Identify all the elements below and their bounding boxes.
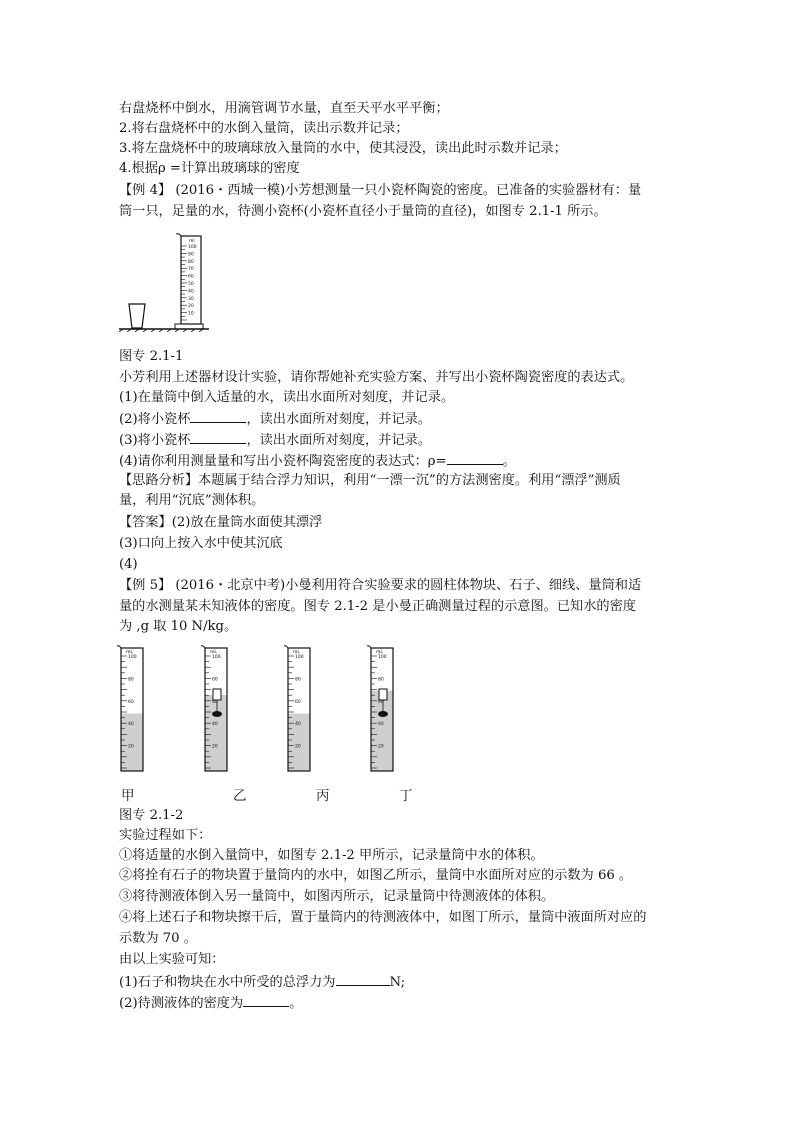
answer-cont: (3)口向上按入水中使其沉底 [119, 536, 283, 551]
answer-blank[interactable] [243, 992, 289, 1007]
tick-label: 90 [188, 252, 194, 258]
cylinder-spout [201, 646, 205, 648]
cylinder-spout [117, 646, 121, 648]
tick-label: 40 [212, 722, 218, 728]
tick-label: 20 [128, 744, 134, 750]
cylinder-ding [367, 646, 393, 771]
tick-label: 40 [378, 722, 384, 728]
text-line: 量的水测量某未知液体的密度。图专 2.1-2 是小曼正确测量过程的示意图。已知水的密度 [119, 599, 636, 614]
cylinder-jia [117, 646, 143, 771]
tick-label: 80 [188, 259, 194, 265]
cylindrical-block [379, 689, 387, 700]
conclusion-2-prefix: (2)待测液体的密度为 [119, 996, 244, 1011]
question-intro: 小芳利用上述器材设计实验，请你帮她补充实验方案、并写出小瓷杯陶瓷密度的表达式。 [119, 370, 634, 385]
tick-label: 80 [378, 677, 384, 683]
tick-label: 80 [128, 677, 134, 683]
cylinder-bing [284, 646, 310, 771]
tick-label: 40 [295, 722, 301, 728]
text-line: 4.根据ρ =计算出玻璃球的密度 [119, 161, 300, 176]
porcelain-cup [129, 304, 145, 328]
tick-label: 60 [378, 699, 384, 705]
cylinder-unit-label: mL [376, 650, 383, 655]
tick-label: 100 [188, 245, 197, 250]
text-line: 为 ,g 取 10 N/kg。 [119, 619, 238, 634]
tick-label: 20 [188, 304, 194, 310]
cylinder-spout [367, 646, 371, 648]
figure-2-1-2 [0, 644, 794, 779]
answer-cont: (4) [119, 557, 138, 572]
procedure-4-cont: 示数为 70 。 [119, 931, 197, 946]
conclusion-1-prefix: (1)石子和物块在水中所受的总浮力为 [119, 975, 336, 990]
step-2 [119, 408, 431, 430]
step-3-prefix: (3)将小瓷杯 [119, 433, 191, 448]
answer-blank[interactable] [190, 429, 246, 444]
step-4 [119, 450, 516, 472]
step-2-prefix: (2)将小瓷杯 [119, 412, 191, 427]
tick-label: 10 [188, 311, 194, 317]
tick-label: 100 [212, 655, 221, 660]
conclusion-2-suffix: 。 [289, 996, 303, 1011]
step-3-suffix: ，读出水面所对刻度，并记录。 [246, 433, 432, 448]
tick-label: 60 [212, 699, 218, 705]
tick-label: 60 [128, 699, 134, 705]
text-line: 3.将左盘烧杯中的玻璃球放入量筒的水中，使其浸没，读出此时示数并记录； [119, 141, 567, 156]
procedure-3: ③将待测液体倒入另一量筒中，如图丙所示，记录量筒中待测液体的体积。 [119, 889, 555, 904]
example-5-heading: 【例 5】 (2016・北京中考)小曼利用符合实验要求的圆柱体物块、石子、细线、量筒和适 [119, 578, 642, 593]
step-4-prefix: (4)请你利用测量量和写出小瓷杯陶瓷密度的表达式：ρ= [119, 454, 447, 469]
label-jia: 甲 [121, 788, 135, 804]
conclusion-2 [119, 992, 302, 1014]
stone [212, 711, 222, 717]
tick-label: 80 [295, 677, 301, 683]
tick-label: 30 [188, 296, 194, 302]
tick-label: 40 [188, 289, 194, 295]
label-ding: 丁 [399, 788, 413, 804]
cylinder-unit-label: ml [189, 239, 195, 244]
analysis-cont: 量，利用“沉底”测体积。 [119, 493, 265, 508]
conclusion-1-suffix: N; [389, 975, 406, 990]
cylinder-spout [284, 646, 288, 648]
step-4-suffix: 。 [502, 454, 516, 469]
answer-blank[interactable] [190, 408, 246, 423]
text-line: 2.将右盘烧杯中的水倒入量筒，读出示数并记录； [119, 121, 409, 136]
cylinder-unit-label: mL [293, 650, 300, 655]
tick-label: 40 [128, 722, 134, 728]
text-line: 右盘烧杯中倒水，用滴管调节水量，直至天平水平平衡； [119, 101, 449, 116]
cylinder-tick-labels [188, 244, 197, 317]
cylinder-yi [201, 646, 227, 771]
cylinder-unit-label: mL [210, 650, 217, 655]
procedure-4: ④将上述石子和物块擦干后，置于量筒内的待测液体中，如图丁所示，量筒中液面所对应的 [119, 910, 647, 925]
tick-label: 70 [188, 267, 194, 273]
tick-label: 100 [128, 655, 137, 660]
procedure-2: ②将拴有石子的物块置于量筒内的水中，如图乙所示，量筒中水面所对应的示数为 66 。 [119, 868, 633, 883]
figure-2-1-1 [119, 228, 211, 332]
label-bing: 丙 [316, 788, 330, 804]
tick-label: 100 [295, 655, 304, 660]
cylinder-spout [176, 234, 181, 236]
tick-label: 80 [212, 677, 218, 683]
procedure-title: 实验过程如下： [119, 828, 212, 843]
tick-label: 60 [295, 699, 301, 705]
tick-label: 50 [188, 282, 194, 287]
tick-label: 20 [378, 744, 384, 750]
stone [378, 711, 388, 717]
tick-label: 60 [188, 274, 194, 280]
label-yi: 乙 [233, 788, 247, 804]
cylinder-unit-label: mL [126, 650, 133, 655]
procedure-1: ①将适量的水倒入量筒中，如图专 2.1-2 甲所示，记录量筒中水的体积。 [119, 848, 544, 863]
answer-blank[interactable] [447, 450, 503, 465]
conclusion: 由以上实验可知： [119, 952, 225, 967]
step-3 [119, 429, 431, 451]
figure-caption: 图专 2.1-2 [119, 808, 184, 823]
example-4-heading: 【例 4】 (2016・西城一模)小芳想测量一只小瓷杯陶瓷的密度。已准备的实验器材有：量 [119, 183, 642, 198]
cylinder-ticks [181, 246, 187, 320]
cylindrical-block [213, 689, 221, 700]
analysis: 【思路分析】本题属于结合浮力知识，利用“一漂一沉”的方法测密度。利用“漂浮”测质 [119, 473, 621, 488]
step-2-suffix: ，读出水面所对刻度，并记录。 [246, 412, 432, 427]
tick-label: 20 [295, 744, 301, 750]
text-line: 筒一只，足量的水，待测小瓷杯(小瓷杯直径小于量筒的直径)，如图专 2.1-1 所示。 [119, 204, 607, 219]
figure-caption: 图专 2.1-1 [119, 349, 184, 364]
tick-label: 100 [378, 655, 387, 660]
step-1: (1)在量筒中倒入适量的水，读出水面所对刻度，并记录。 [119, 390, 455, 405]
tick-label: 20 [212, 744, 218, 750]
conclusion-1 [119, 971, 405, 993]
answer-blank[interactable] [336, 971, 390, 986]
answer: 【答案】(2)放在量筒水面使其漂浮 [119, 515, 323, 530]
